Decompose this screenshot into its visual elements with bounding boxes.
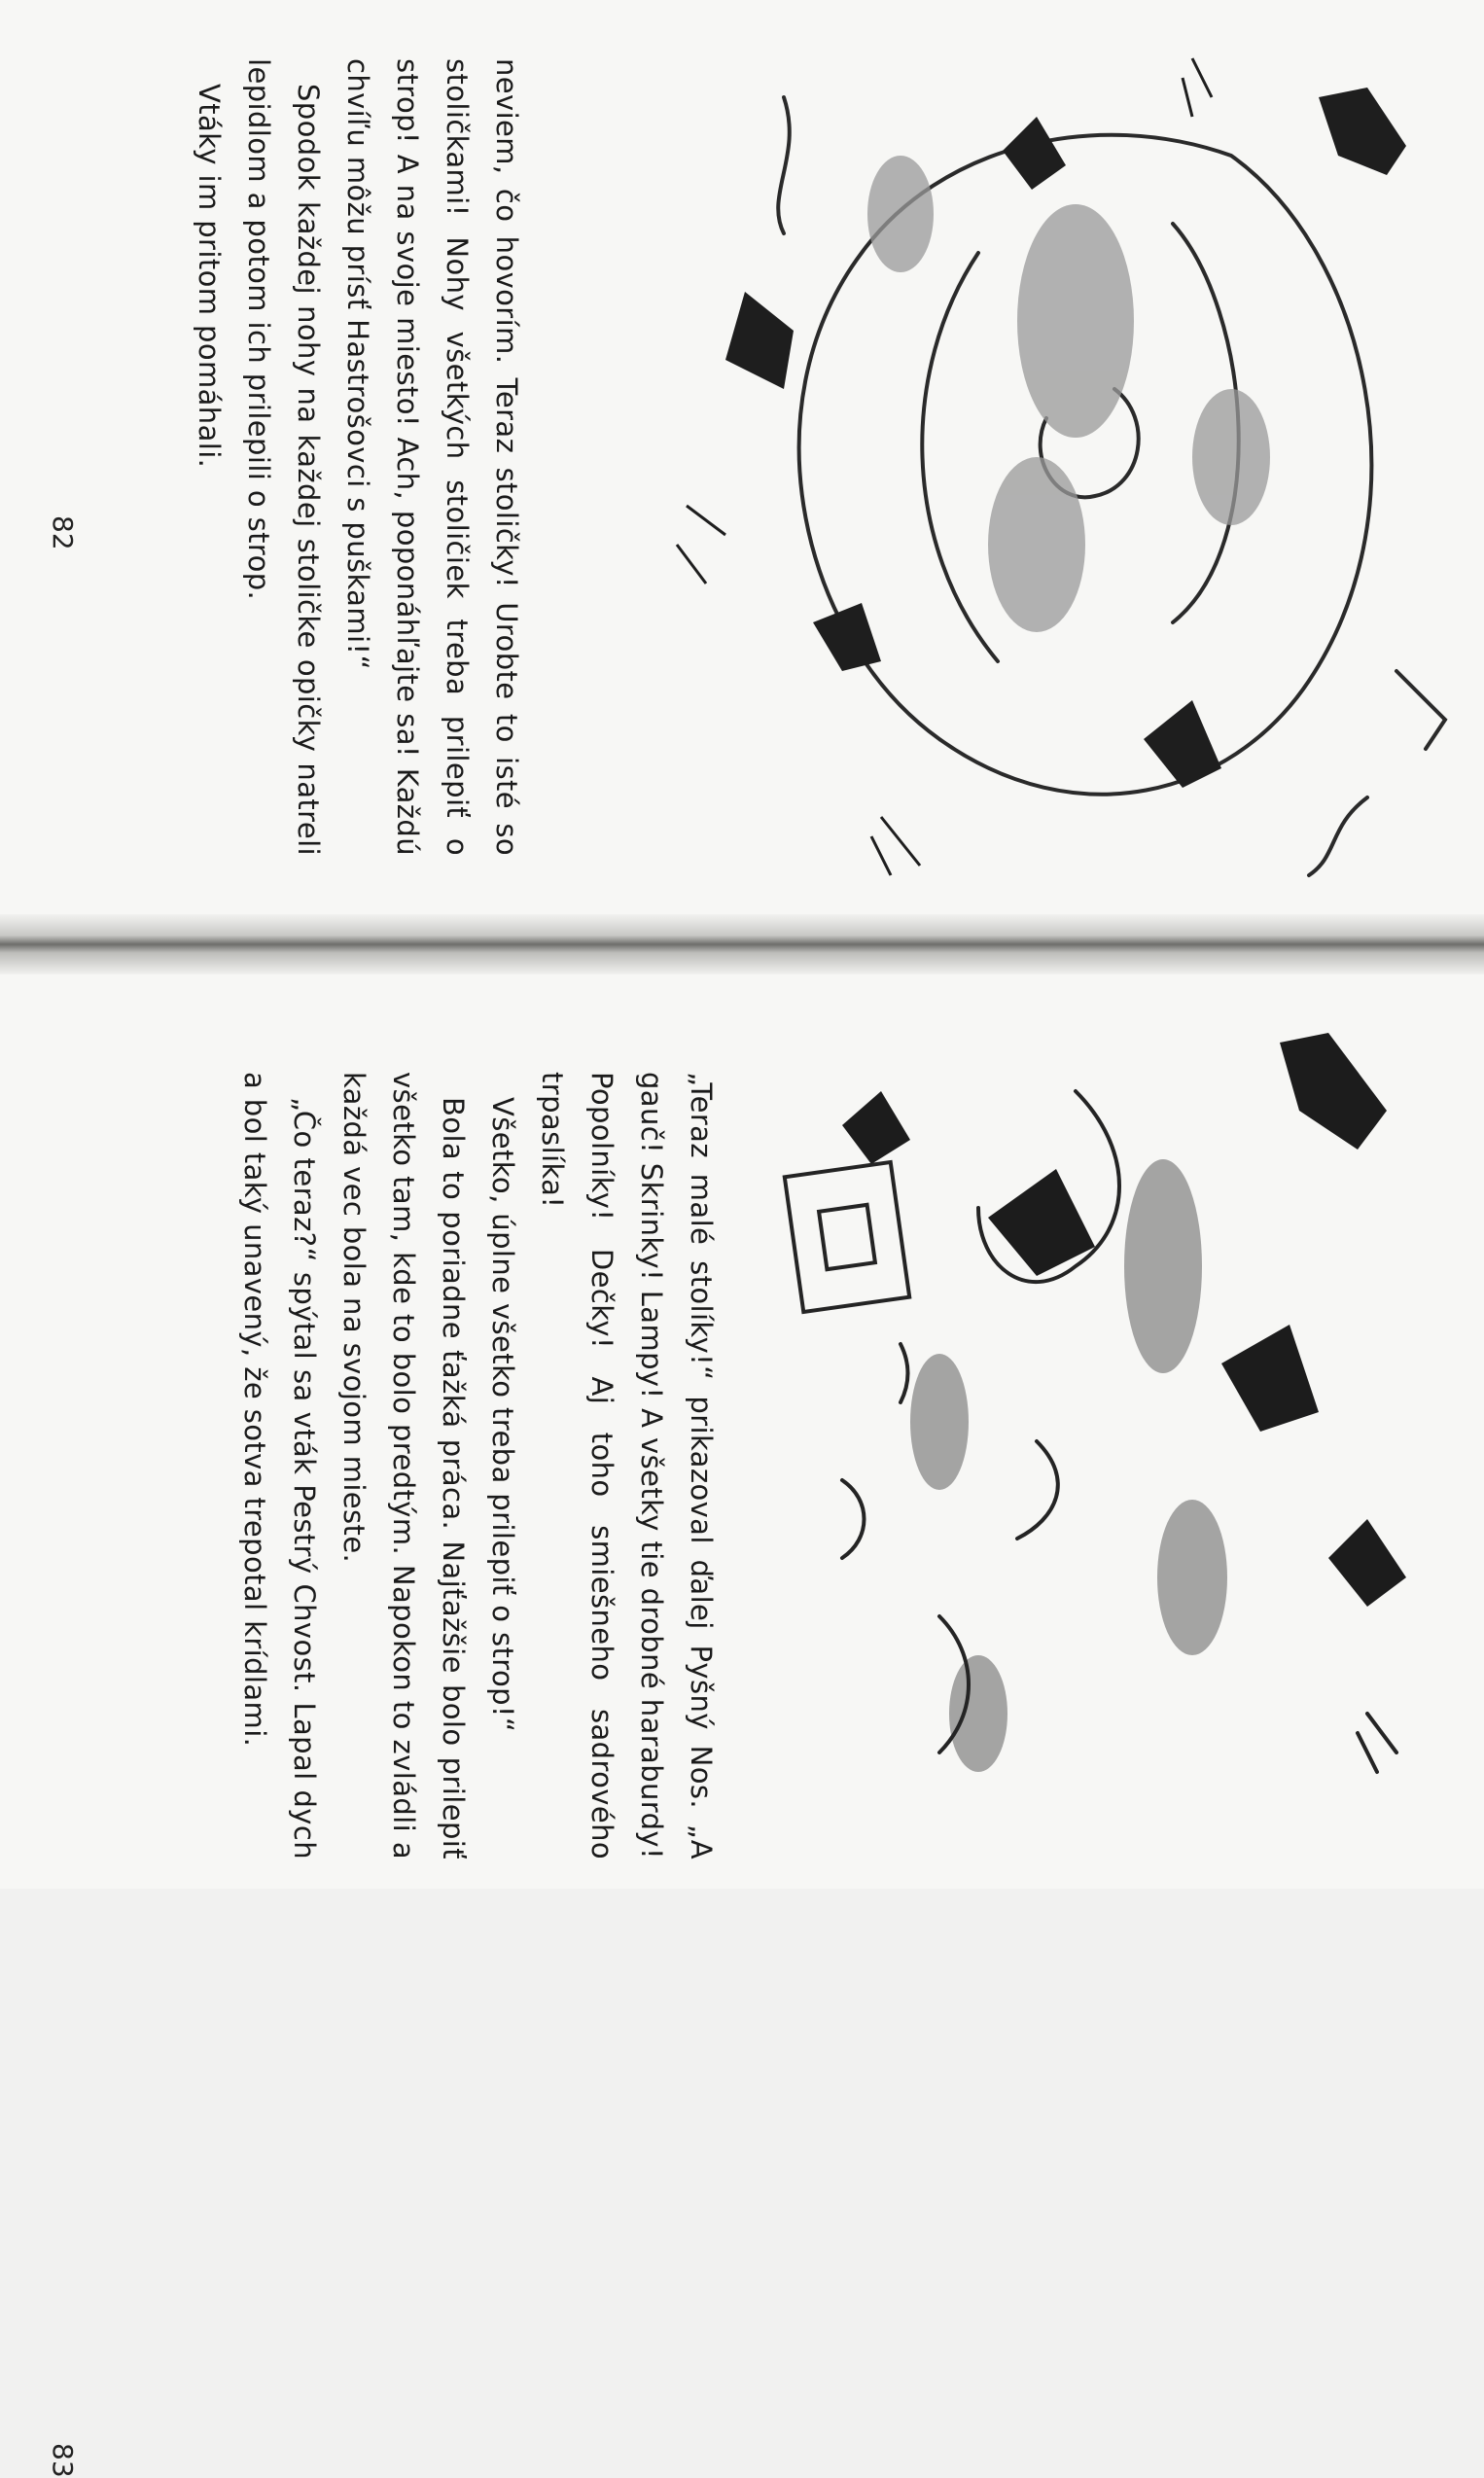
paragraph: neviem, čo hovorím. Teraz stoličky! Urobte to isté so stoličkami! Nohy všetkých stoličiek treba prilepiť o strop! A na svoje miesto! Ach, poponáhľajte sa! Každú chvíľu môžu prísť Hastrošovci s puškami!“ [341,58,523,856]
page-number: 83 [47,2443,79,2478]
paragraph: Všetko, úplne všetko treba prilepiť o strop!“ [486,1097,519,1733]
left-page-text [184,58,531,856]
paragraph: „Teraz malé stolíky!“ prikazoval ďalej Pyšný Nos. „A gauč! Skrinky! Lampy! A všetky tie drobné haraburdy! Popolníky! Dečky! Aj toho smiešneho sadrového trpaslíka! [536,1072,718,1859]
right-page [0,974,1484,2478]
paragraph: „Čo teraz?“ spýtal sa vták Pestrý Chvost. Lapal dych a bol taký unavený, že sotva trepotal krídlami. [238,1072,321,1859]
book-gutter [0,914,1484,974]
paragraph: Bola to poriadne ťažká práca. Najťažšie bolo prilepiť všetko tam, kde to bolo predtým. Napokon to zvládli a každá vec bola na svojom mieste. [337,1072,470,1859]
right-page-text [230,1072,725,1859]
illustration-birds-carrying-items [745,974,1484,1889]
illustration-monkeys-and-birds-furniture [550,0,1484,914]
paragraph: Vtáky im pritom pomáhali. [193,84,226,469]
page-number: 82 [47,515,79,550]
left-page [0,0,1484,914]
paragraph: Spodok každej nohy na každej stoličke opičky natreli lepidlom a potom ich prilepili o strop. [242,58,325,856]
